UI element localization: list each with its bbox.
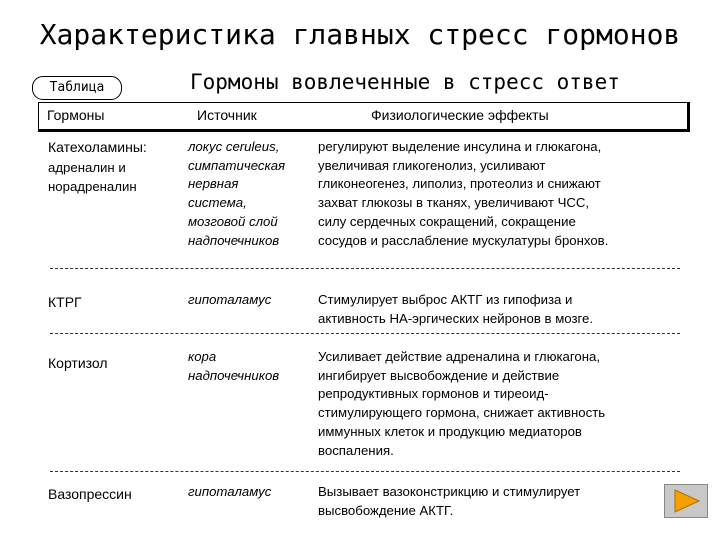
row-source bbox=[188, 483, 271, 502]
row-separator bbox=[50, 268, 680, 269]
row-name: КТРГ bbox=[48, 294, 82, 310]
source-line: симпатическая bbox=[188, 157, 286, 173]
row-name-sub-line: адреналин и bbox=[48, 160, 126, 175]
effects-line: Усиливает действие адреналина и глюкагона, bbox=[318, 349, 601, 364]
effects-line: захват глюкозы в тканях, увеличивают ЧСС, bbox=[318, 195, 590, 211]
source-line: система, bbox=[188, 195, 247, 211]
effects-line: активность НА-эргических нейронов в мозге. bbox=[318, 310, 594, 326]
effects-line: высвобождение АКТГ. bbox=[318, 502, 454, 518]
effects-line: воспаления. bbox=[318, 442, 394, 458]
row-name-sub bbox=[48, 159, 137, 196]
row-name: Вазопрессин bbox=[48, 486, 132, 502]
source-line: кора bbox=[188, 349, 217, 364]
subtitle: Гормоны вовлеченные в стресс ответ bbox=[190, 70, 620, 94]
effects-line: сосудов и расслабление мускулатуры бронхов. bbox=[318, 232, 609, 248]
play-triangle-icon bbox=[665, 485, 707, 517]
source-line: мозговой слой bbox=[188, 213, 278, 229]
source-line: локус ceruleus, bbox=[188, 139, 280, 154]
row-name: Кортизол bbox=[48, 355, 108, 371]
source-line: нервная bbox=[188, 176, 239, 192]
row-name: Катехоламины: bbox=[48, 139, 147, 155]
effects-line: репродуктивных гормонов и тиреоид- bbox=[318, 386, 549, 402]
effects-line: регулируют выделение инсулина и глюкагона, bbox=[318, 139, 602, 154]
effects-line: ингибирует высвобождение и действие bbox=[318, 367, 560, 383]
effects-line: гликонеогенез, липолиз, протеолиз и снижают bbox=[318, 176, 601, 192]
source-line: гипоталамус bbox=[188, 292, 272, 307]
table-header bbox=[38, 102, 690, 132]
effects-line: иммунных клеток и продукцию медиаторов bbox=[318, 423, 582, 439]
row-source bbox=[188, 138, 285, 250]
row-source bbox=[188, 348, 279, 385]
row-effects bbox=[318, 291, 593, 328]
source-line: гипоталамус bbox=[188, 484, 272, 499]
row-effects bbox=[318, 138, 608, 250]
header-effects: Физиологические эффекты bbox=[371, 107, 549, 123]
row-effects bbox=[318, 483, 580, 520]
header-source: Источник bbox=[197, 107, 257, 123]
row-effects bbox=[318, 348, 605, 460]
row-separator bbox=[50, 471, 680, 472]
header-hormones: Гормоны bbox=[47, 107, 105, 123]
next-slide-button[interactable] bbox=[664, 484, 708, 518]
row-separator bbox=[50, 333, 680, 334]
row-source bbox=[188, 291, 271, 310]
source-line: надпочечников bbox=[188, 232, 280, 248]
table-label: Таблица bbox=[32, 76, 122, 100]
source-line: надпочечников bbox=[188, 367, 280, 383]
effects-line: увеличивая гликогенолиз, усиливают bbox=[318, 157, 546, 173]
row-name-sub-line: норадреналин bbox=[48, 178, 137, 194]
effects-line: силу сердечных сокращений, сокращение bbox=[318, 213, 576, 229]
slide-title: Характеристика главных стресс гормонов bbox=[39, 18, 681, 51]
effects-line: стимулирующего гормона, снижает активность bbox=[318, 405, 606, 421]
effects-line: Вызывает вазоконстрикцию и стимулирует bbox=[318, 484, 581, 499]
effects-line: Стимулирует выброс АКТГ из гипофиза и bbox=[318, 292, 573, 307]
